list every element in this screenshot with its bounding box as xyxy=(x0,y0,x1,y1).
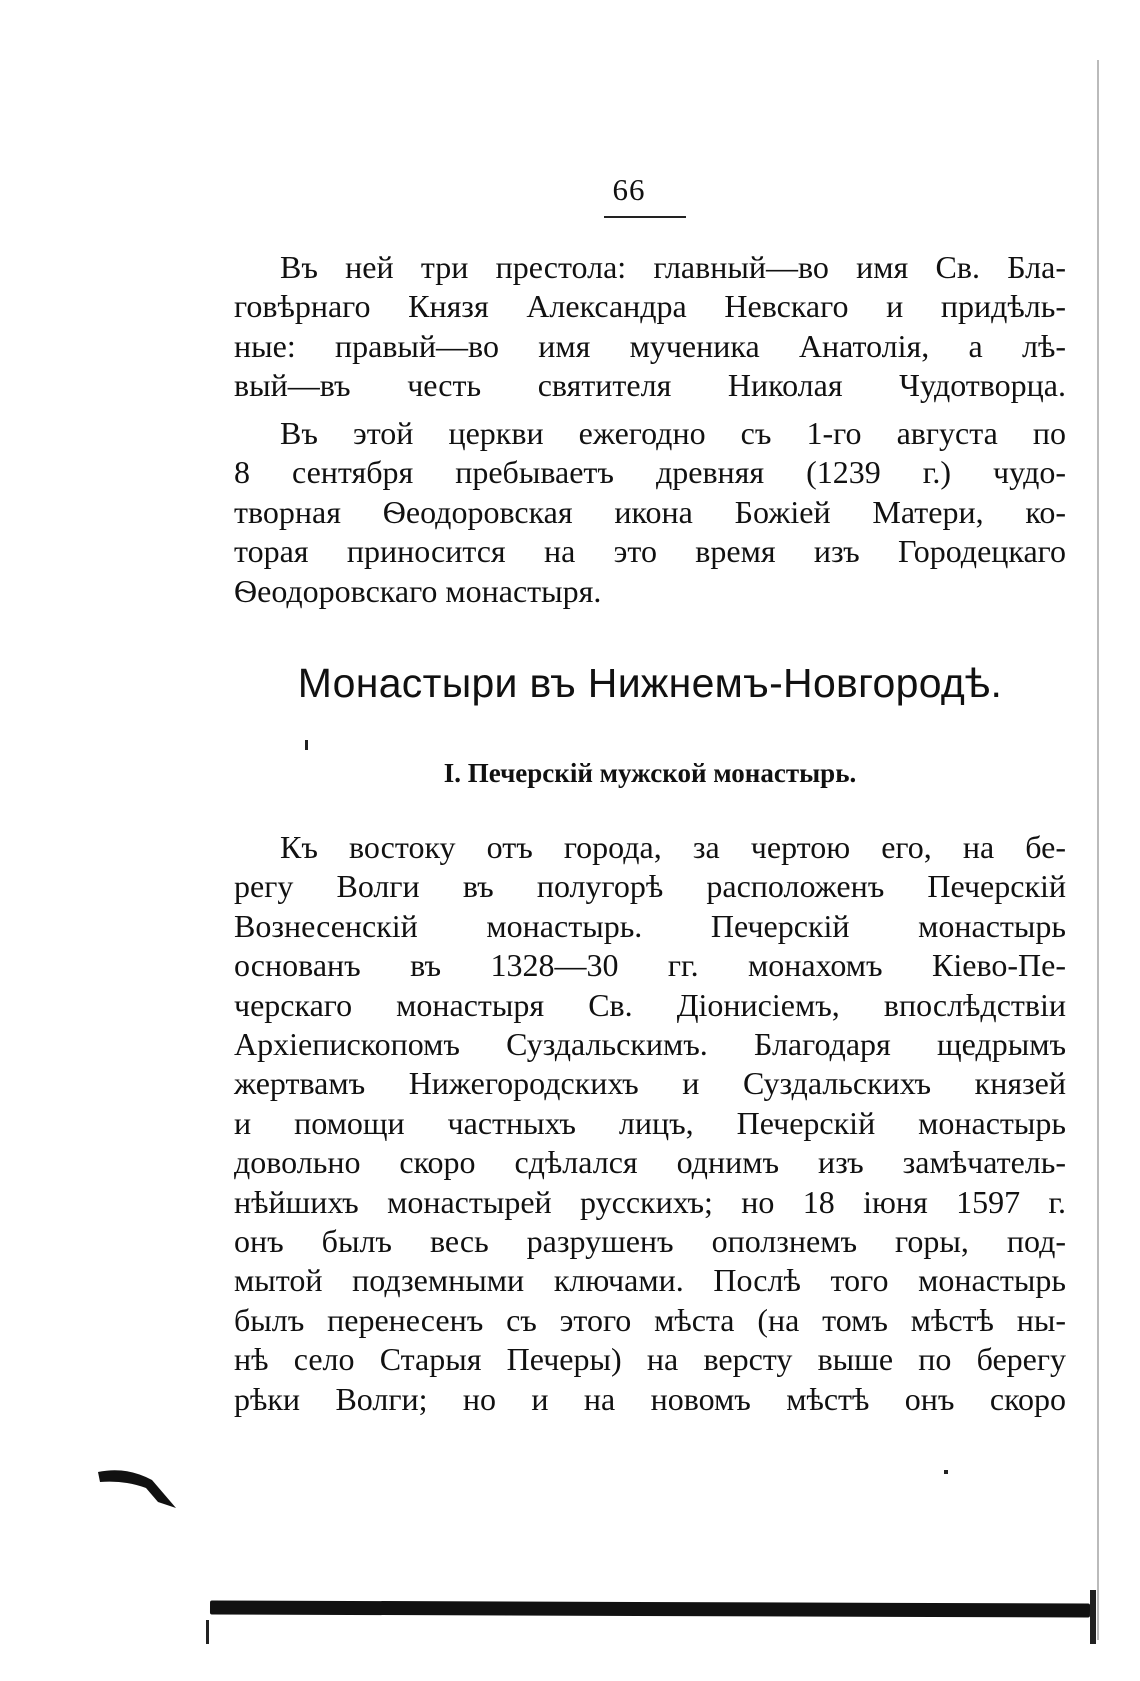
edge-mark xyxy=(206,1620,209,1644)
page-edge-shadow xyxy=(1097,60,1099,1640)
text-line: Въ этой церкви ежегодно съ 1-го августа по xyxy=(280,415,1066,451)
text-line: Ѳеодоровскаго монастыря. xyxy=(234,572,602,609)
section-body xyxy=(234,828,1066,1419)
text-line: регу Волги въ полугорѣ расположенъ Печерскій xyxy=(234,868,1066,905)
text-line: вый—въ честь святителя Николая Чудотворца. xyxy=(234,367,1066,404)
speck xyxy=(305,740,308,750)
text-line: черскаго монастыря Св. Діонисіемъ, впослѣдствіи xyxy=(234,986,1066,1023)
text-line: довольно скоро сдѣлался однимъ изъ замѣчатель- xyxy=(234,1144,1066,1181)
text-line: основанъ въ 1328—30 гг. монахомъ Кіево-Пе- xyxy=(234,947,1066,984)
section-subtitle: I. Печерскій мужской монастырь. xyxy=(443,758,857,788)
text-line: Вознесенскій монастырь. Печерскій монастырь xyxy=(234,907,1066,944)
text-line: Къ востоку отъ города, за чертою его, на бе- xyxy=(280,829,1066,865)
text-line: мытой подземными ключами. Послѣ того монастырь xyxy=(234,1262,1066,1299)
text-line: ные: правый—во имя мученика Анатолія, а лѣ- xyxy=(234,327,1066,364)
text-line: торая приносится на это время изъ Городецкаго xyxy=(234,533,1066,570)
text-line: Въ ней три престола: главный—во имя Св. Бла- xyxy=(280,249,1066,285)
paragraph-2 xyxy=(234,414,1066,611)
text-line: Архіепископомъ Суздальскимъ. Благодаря щедрымъ xyxy=(234,1026,1066,1063)
paragraph-1 xyxy=(234,248,1066,406)
edge-mark xyxy=(1090,1590,1096,1644)
text-line: онъ былъ весь разрушенъ оползнемъ горы, под- xyxy=(234,1223,1066,1260)
text-line: жертвамъ Нижегородскихъ и Суздальскихъ князей xyxy=(234,1065,1066,1102)
section-title: Монастыри въ Нижнемъ-Новгородѣ. xyxy=(297,660,1003,706)
text-line: нѣйшихъ монастырей русскихъ; но 18 іюня 1597 г. xyxy=(234,1183,1066,1220)
text-line: 8 сентября пребываетъ древняя (1239 г.) чудо- xyxy=(234,454,1066,491)
scan-mark-icon xyxy=(96,1462,178,1510)
bottom-rule xyxy=(210,1600,1090,1617)
page-number-underline xyxy=(604,216,686,218)
text-line: и помощи частныхъ лицъ, Печерскій монастырь xyxy=(234,1104,1066,1141)
text-line: нѣ село Старыя Печеры) на версту выше по берегу xyxy=(234,1341,1066,1378)
speck xyxy=(944,1470,948,1474)
text-line: говѣрнаго Князя Александра Невскаго и придѣль- xyxy=(234,288,1066,325)
text-line: былъ перенесенъ съ этого мѣста (на томъ мѣстѣ ны- xyxy=(234,1301,1066,1338)
text-line: рѣки Волги; но и на новомъ мѣстѣ онъ скоро xyxy=(234,1380,1066,1417)
text-line: творная Ѳеодоровская икона Божіей Матери, ко- xyxy=(234,493,1066,530)
page-number: 66 xyxy=(612,172,646,207)
